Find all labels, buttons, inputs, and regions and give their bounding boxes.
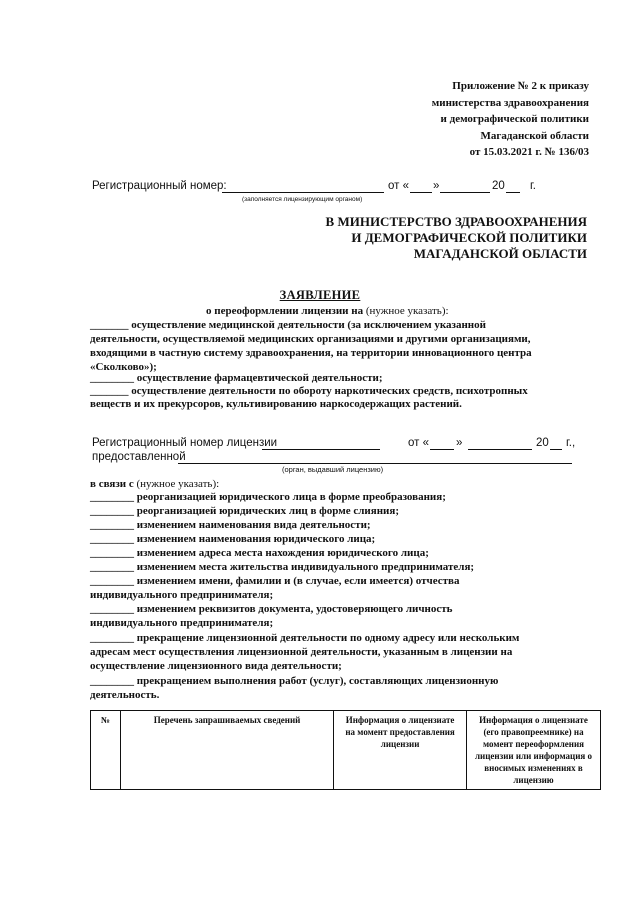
license-year: 20 (536, 437, 549, 449)
info-table (90, 710, 601, 790)
option-line: _______ осуществление деятельности по обороту наркотических средств, психотропных (90, 385, 528, 397)
license-granted-label: предоставленной (92, 451, 186, 463)
ministry-line: МАГАДАНСКОЙ ОБЛАСТИ (413, 246, 587, 261)
license-number-field[interactable] (262, 437, 380, 450)
table-header-cell: Перечень запрашиваемых сведений (120, 711, 333, 790)
appendix-block (380, 78, 589, 161)
reason-line: ________ прекращением выполнения работ (услуг), составляющих лицензионную (90, 675, 499, 687)
reason-line: ________ изменением реквизитов документа, удостоверяющего личность (90, 603, 453, 615)
ministry-line: И ДЕМОГРАФИЧЕСКОЙ ПОЛИТИКИ (351, 230, 587, 245)
license-year-suffix: г., (566, 437, 576, 449)
option-line: ________ осуществление фармацевтической деятельности; (90, 372, 383, 384)
registration-year: 20 (492, 180, 505, 192)
appendix-line: Магаданской области (480, 129, 589, 142)
appendix-line: Приложение № 2 к приказу (452, 80, 589, 92)
reason-line: ________ изменением места жительства индивидуального предпринимателя; (90, 561, 475, 573)
registration-year-suffix: г. (530, 180, 536, 192)
registration-label: Регистрационный номер: (92, 180, 227, 192)
reason-line: осуществление лицензионного вида деятельности; (90, 660, 342, 672)
reason-line: индивидуального предпринимателя; (90, 589, 274, 601)
reason-line: ________ прекращение лицензионной деятельности по одному адресу или нескольким (90, 632, 520, 644)
statement-subtitle-normal: (нужное указать): (365, 305, 449, 317)
option-line: входящими в частную систему здравоохранения, на территории инновационного центра (90, 347, 532, 359)
statement-subtitle (206, 305, 449, 317)
appendix-line: и демографической политики (440, 113, 589, 125)
registration-close-quote: » (433, 180, 440, 192)
reason-line: ________ изменением наименования вида деятельности; (90, 519, 371, 531)
table-header-cell: Информация о лицензиате (его правопреемнике) на момент переоформления лицензии или информация о вносимых изменениях в лицензию (467, 711, 601, 790)
reasons-intro (90, 478, 219, 490)
ministry-line: В МИНИСТЕРСТВО ЗДРАВООХРАНЕНИЯ (325, 214, 587, 229)
registration-year-field[interactable] (506, 180, 520, 193)
license-from: от « (408, 437, 430, 449)
reason-line: ________ изменением наименования юридического лица; (90, 533, 376, 545)
reason-line: ________ реорганизацией юридических лиц в форме слияния; (90, 505, 400, 517)
table-header-row (91, 711, 601, 790)
option-line: «Сколково»); (90, 361, 157, 373)
license-authority-field[interactable] (178, 451, 572, 464)
reasons-intro-bold: в связи с (90, 478, 134, 490)
reasons-intro-normal: (нужное указать): (136, 478, 220, 490)
license-day-field[interactable] (430, 437, 454, 450)
license-label: Регистрационный номер лицензии (92, 437, 278, 449)
option-line: _______ осуществление медицинской деятельности (за исключением указанной (90, 319, 486, 331)
reason-line: деятельность. (90, 689, 160, 701)
registration-from: от « (388, 180, 410, 192)
reason-line: ________ изменением адреса места нахождения юридического лица; (90, 547, 429, 559)
license-year-field[interactable] (550, 437, 562, 450)
table-header-cell: Информация о лицензиате на момент предоставления лицензии (334, 711, 467, 790)
license-hint: (орган, выдавший лицензию) (282, 465, 384, 474)
appendix-line: министерства здравоохранения (431, 96, 589, 109)
license-close-quote: » (456, 437, 463, 449)
statement-subtitle-bold: о переоформлении лицензии на (206, 305, 364, 317)
reason-line: индивидуального предпринимателя; (90, 617, 274, 629)
option-line: веществ и их прекурсоров, культивированию наркосодержащих растений. (90, 398, 462, 410)
registration-month-field[interactable] (440, 180, 490, 193)
reason-line: ________ изменением имени, фамилии и (в случае, если имеется) отчества (90, 575, 460, 587)
license-month-field[interactable] (468, 437, 532, 450)
reason-line: адресам мест осуществления лицензионной деятельности, указанным в лицензии на (90, 646, 513, 658)
table-header-cell: № (91, 711, 121, 790)
registration-number-field[interactable] (222, 180, 384, 193)
option-line: деятельности, осуществляемой медицинских организациями и другими организациями, (90, 333, 531, 345)
registration-row (92, 180, 552, 196)
ministry-addressee (300, 214, 587, 262)
page-title: ЗАЯВЛЕНИЕ (279, 288, 361, 302)
reason-line: ________ реорганизацией юридического лица в форме преобразования; (90, 491, 446, 503)
registration-hint: (заполняется лицензирующим органом) (242, 196, 363, 203)
appendix-line: от 15.03.2021 г. № 136/03 (469, 146, 589, 158)
registration-day-field[interactable] (410, 180, 432, 193)
